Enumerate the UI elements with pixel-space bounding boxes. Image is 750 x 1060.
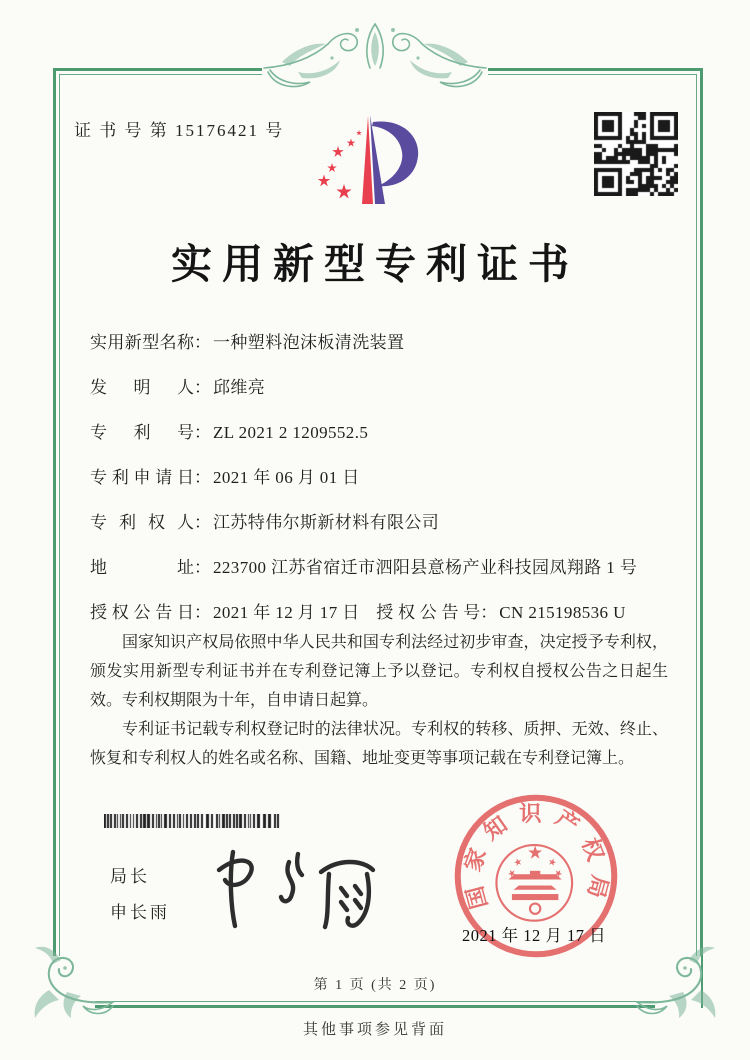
qr-code (594, 112, 678, 196)
cnipa-logo-icon (316, 108, 434, 210)
field-label: 发明人 (90, 378, 194, 397)
legal-paragraph-1: 国家知识产权局依照中华人民共和国专利法经过初步审查，决定授予专利权，颁发实用新型专利证书并在专利登记簿上予以登记。专利权自授权公告之日起生效。专利权期限为十年，自申请日起算。 (90, 634, 668, 709)
top-border-ornament-icon (262, 8, 488, 88)
field-value: 邱维亮 (213, 378, 266, 397)
field-row-utility-model-name: 实用新型名称： 一种塑料泡沫板清洗装置 (90, 328, 690, 351)
director-block (110, 862, 170, 934)
field-row-grant (90, 598, 690, 621)
seal-text: 国家知识产权局 (459, 800, 613, 912)
field-row-patentee: 专利权人： 江苏特伟尔斯新材料有限公司 (90, 508, 690, 531)
field-label: 授权公告号 (376, 603, 481, 622)
certificate-number: 证 书 号 第 15176421 号 (74, 121, 285, 140)
field-row-filing-date: 专利申请日： 2021 年 06 月 01 日 (90, 463, 690, 486)
certificate-title: 实用新型专利证书 (171, 241, 579, 287)
grant-number-cell: 授权公告号： CN 215198536 U (376, 603, 626, 622)
bottom-right-corner-ornament-icon (635, 942, 735, 1022)
field-value: ZL 2021 2 1209552.5 (213, 423, 369, 442)
field-label: 实用新型名称 (90, 333, 194, 352)
field-label: 专利申请日 (90, 468, 194, 487)
legal-paragraph-2: 专利证书记载专利权登记时的法律状况。专利权的转移、质押、无效、终止、恢复和专利权人的姓名或名称、国籍、地址变更等事项记载在专利登记簿上。 (90, 721, 668, 767)
field-label: 专利号 (90, 423, 194, 442)
field-label: 授权公告日 (90, 603, 194, 622)
bottom-left-corner-ornament-icon (15, 942, 115, 1022)
field-row-patent-number: 专利号： ZL 2021 2 1209552.5 (90, 418, 690, 441)
legal-text (90, 628, 668, 773)
field-value: 江苏特伟尔斯新材料有限公司 (213, 513, 440, 532)
field-value: 2021 年 12 月 17 日 (213, 603, 360, 622)
field-value: 一种塑料泡沫板清洗装置 (213, 333, 405, 352)
field-list (90, 328, 690, 643)
field-label: 地址 (90, 558, 194, 577)
field-label: 专利权人 (90, 513, 194, 532)
director-signature-icon (205, 836, 395, 936)
director-title: 局长 (110, 867, 150, 886)
page-number: 第 1 页 (共 2 页) (313, 978, 437, 993)
field-value: CN 215198536 U (499, 603, 626, 622)
barcode (104, 814, 280, 828)
director-name: 申长雨 (110, 903, 170, 922)
back-note: 其他事项参见背面 (302, 1022, 447, 1038)
field-value: 223700 江苏省宿迁市泗阳县意杨产业科技园凤翔路 1 号 (213, 558, 638, 577)
grant-date-cell: 授权公告日： 2021 年 12 月 17 日 (90, 598, 372, 623)
field-row-address: 地址： 223700 江苏省宿迁市泗阳县意杨产业科技园凤翔路 1 号 (90, 553, 690, 576)
field-value: 2021 年 06 月 01 日 (213, 468, 360, 487)
field-row-inventor: 发明人： 邱维亮 (90, 373, 690, 396)
seal-date: 2021 年 12 月 17 日 (462, 926, 607, 945)
